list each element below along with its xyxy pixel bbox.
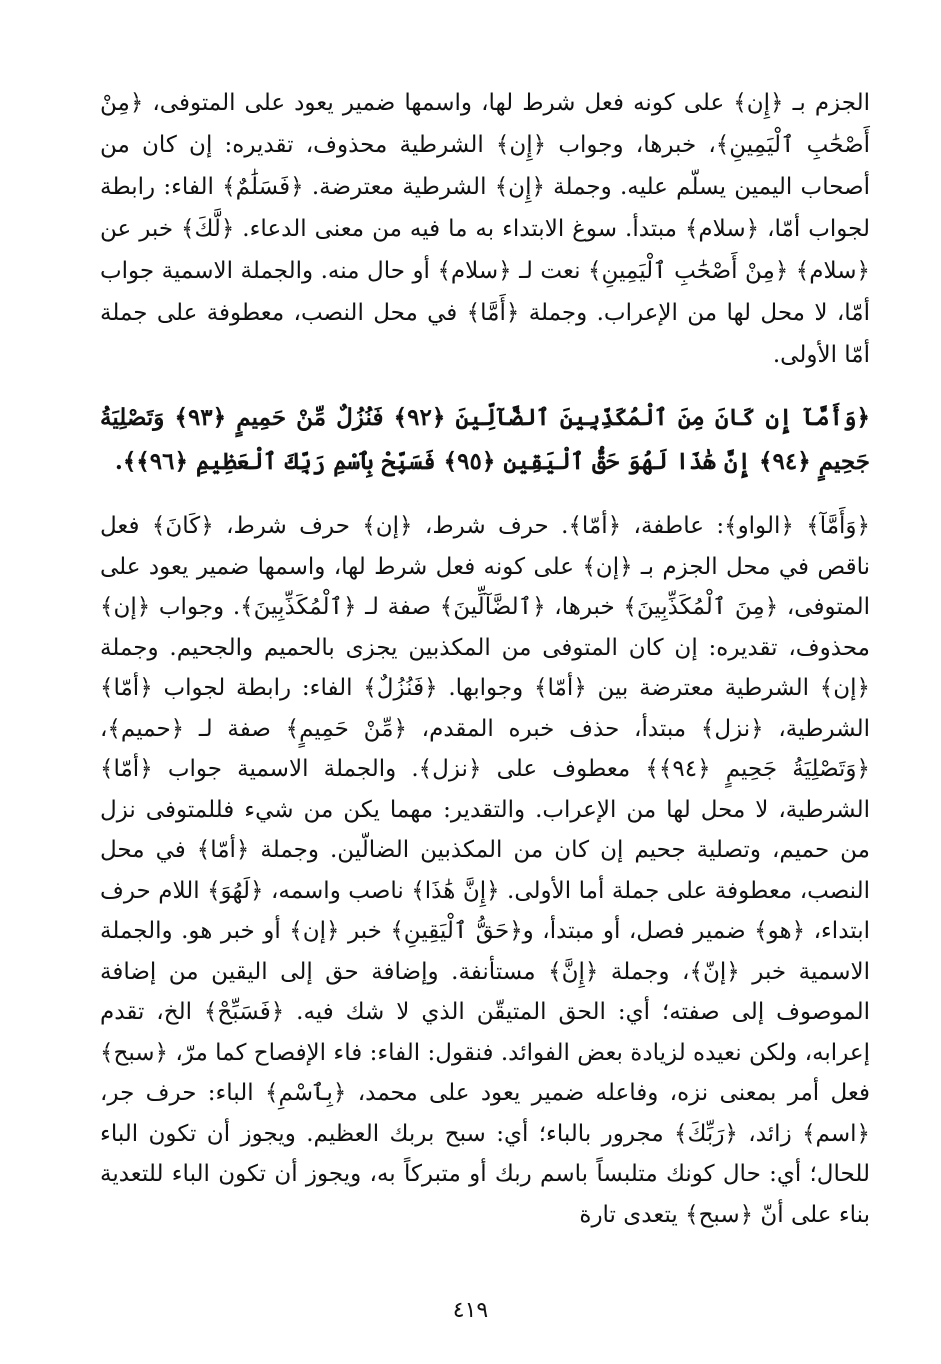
paragraph-1: الجزم بـ ﴿إِن﴾ على كونه فعل شرط لها، واسمها ضمير يعود على المتوفى، ﴿مِنْ أَصْحَٰبِ ٱلْيَمِينِ﴾، خبرها، وجواب ﴿إِن﴾ الشرطية محذوف، تقديره: إن كان من أصحاب اليمين يسلّم عليه. وجملة ﴿إِن﴾ الشرطية معترضة. ﴿فَسَلَٰمٌ﴾ الفاء: رابطة لجواب أمّا، ﴿سلام﴾ مبتدأ. سوغ الابتداء به ما فيه من معنى الدعاء. ﴿لَّكَ﴾ خبر عن ﴿سلام﴾ ﴿مِنْ أَصْحَٰبِ ٱلْيَمِينِ﴾ نعت لـ ﴿سلام﴾ أو حال منه. والجملة الاسمية جواب أمّا، لا محل لها من الإعراب. وجملة ﴿أَمَّا﴾ في محل النصب، معطوفة على جملة أمّا الأولى. (100, 90, 870, 368)
page-number: ٤١٩ (452, 1298, 489, 1323)
paragraph-2: ﴿وَأَمَّآ﴾ ﴿الواو﴾: عاطفة، ﴿أمّا﴾. حرف شرط، ﴿إن﴾ حرف شرط، ﴿كَانَ﴾ فعل ناقص في محل الجزم بـ ﴿إن﴾ على كونه فعل شرط لها، واسمها ضمير يعود على المتوفى، ﴿مِنَ ٱلْمُكَذِّبِينَ﴾ خبرها، ﴿ٱلضَّآلِّينَ﴾ صفة لـ ﴿ٱلْمُكَذِّبِينَ﴾. وجواب ﴿إن﴾ محذوف، تقديره: إن كان المتوفى من المكذبين يجزى بالحميم والجحيم. وجملة ﴿إن﴾ الشرطية معترضة بين ﴿أمّا﴾ وجوابها. ﴿فَنُزُلٌ﴾ الفاء: رابطة لجواب ﴿أمّا﴾ الشرطية، ﴿نزل﴾ مبتدأ، حذف خبره المقدم، ﴿مِّنْ حَمِيمٍ﴾ صفة لـ ﴿حميم﴾، ﴿وَتَصْلِيَةُ جَحِيمٍ ﴿٩٤﴾﴾ معطوف على ﴿نزل﴾. والجملة الاسمية جواب ﴿أمّا﴾ الشرطية، لا محل لها من الإعراب. والتقدير: مهما يكن من شيء فللمتوفى نزل من حميم، وتصلية جحيم إن كان من المكذبين الضالّين. وجملة ﴿أمّا﴾ في محل النصب، معطوفة على جملة أما الأولى. ﴿إِنَّ هَٰذَا﴾ ناصب واسمه، ﴿لَهُوَ﴾ اللام حرف ابتداء، ﴿هو﴾ ضمير فصل، أو مبتدأ، و﴿حَقُّ ٱلْيَقِينِ﴾ خبر ﴿إن﴾ أو خبر هو. والجملة الاسمية خبر ﴿إنّ﴾، وجملة ﴿إِنَّ﴾ مستأنفة. وإضافة حق إلى اليقين من إضافة الموصوف إلى صفته؛ أي: الحق المتيقّن الذي لا شك فيه. ﴿فَسَبِّحْ﴾ الخ، تقدم إعرابه، ولكن نعيده لزيادة بعض الفوائد. فنقول: الفاء: فاء الإفصاح كما مرّ، ﴿سبح﴾ فعل أمر بمعنى نزه، وفاعله ضمير يعود على محمد، ﴿بِٱسْمِ﴾ الباء: حرف جر، ﴿اسم﴾ زائد، ﴿رَبِّكَ﴾ مجرور بالباء؛ أي: سبح بربك العظيم. ويجوز أن تكون الباء للحال؛ أي: حال كونك متلبساً باسم ربك أو متبركاً به، ويجوز أن تكون الباء للتعدية بناء على أنّ ﴿سبح﴾ يتعدى تارة (100, 513, 871, 1228)
page-content (100, 82, 870, 1235)
quran-verse-block: ﴿وَأَمَّآ إِن كَانَ مِنَ ٱلْمُكَذِّبِينَ ٱلضَّآلِّينَ ﴿٩٢﴾ فَنُزُلٌ مِّنْ حَمِيمٍ ﴿٩٣﴾ وَتَصْلِيَةُ جَحِيمٍ ﴿٩٤﴾ إِنَّ هَٰذَا لَهُوَ حَقُّ ٱلْيَقِينِ ﴿٩٥﴾ فَسَبِّحْ بِٱسْمِ رَبِّكَ ٱلْعَظِيمِ ﴿٩٦﴾﴾. (100, 404, 870, 475)
